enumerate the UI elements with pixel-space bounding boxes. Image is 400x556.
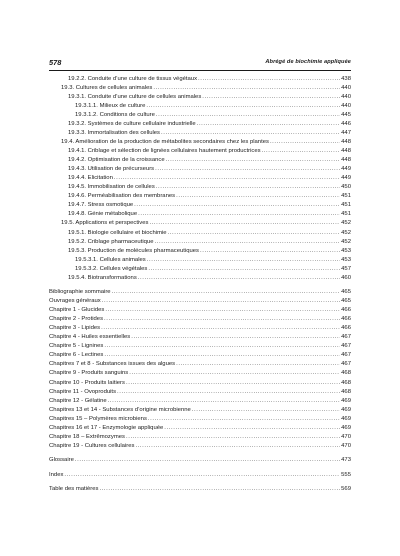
- dot-leader: [164, 424, 340, 433]
- toc-entry-page: 445: [341, 112, 351, 119]
- dot-leader: [156, 111, 340, 120]
- dot-leader: [75, 456, 340, 465]
- dot-leader: [117, 388, 340, 397]
- toc-entry-page: 451: [341, 202, 351, 209]
- toc-entry-page: 440: [341, 85, 351, 92]
- toc-entry-label: 19.5. Applications et perspectives: [61, 220, 149, 227]
- toc-entry-label: 19.4.8. Génie métabolique: [68, 211, 138, 218]
- toc-entry-page: 465: [341, 289, 351, 296]
- toc-entry[interactable]: [49, 156, 351, 165]
- toc-entry-label: 19.3.1. Conduite d’une culture de cellules animales: [68, 94, 202, 101]
- toc-entry-page: 438: [341, 75, 351, 82]
- dot-leader: [131, 333, 340, 342]
- toc-entry-page: 466: [341, 325, 351, 332]
- toc-entry-label: 19.4.3. Utilisation de précurseurs: [68, 166, 155, 173]
- toc-entry-label: Ouvrages généraux: [49, 298, 101, 305]
- dot-leader: [104, 315, 340, 324]
- toc-entry-label: Glossaire: [49, 457, 74, 464]
- toc-entry-page: 453: [341, 247, 351, 254]
- dot-leader: [102, 297, 340, 306]
- dot-leader: [114, 174, 340, 183]
- toc-entry-label: Chapitre 12 - Gélatine: [49, 397, 107, 404]
- toc-entry-page: 470: [341, 433, 351, 440]
- toc-entry-page: 440: [341, 94, 351, 101]
- toc-entry[interactable]: [49, 288, 351, 297]
- toc-entry-label: 19.4.7. Stress osmotique: [68, 202, 134, 209]
- dot-leader: [138, 210, 340, 219]
- toc-entry[interactable]: [49, 138, 351, 147]
- toc-entry-label: 19.5.3.1. Cellules animales: [75, 256, 146, 263]
- toc-entry-label: Chapitre 1 - Glucides: [49, 307, 105, 314]
- toc-entry-page: 468: [341, 388, 351, 395]
- dot-leader: [148, 265, 340, 274]
- toc-entry[interactable]: [49, 485, 351, 494]
- dot-leader: [156, 183, 340, 192]
- running-title: Abrégé de biochimie appliquée: [265, 59, 351, 65]
- toc-entry[interactable]: [49, 342, 351, 351]
- toc-entry-label: 19.5.3.2. Cellules végétales: [75, 265, 148, 272]
- toc-entry-label: 19.3.1.1. Milieux de culture: [75, 103, 146, 110]
- toc-entry[interactable]: [49, 111, 351, 120]
- toc-entry-page: 469: [341, 406, 351, 413]
- dot-leader: [149, 220, 340, 229]
- toc-entry[interactable]: [49, 315, 351, 324]
- toc-entry-label: Chapitre 9 - Produits sanguins: [49, 370, 129, 377]
- toc-entry-page: 449: [341, 175, 351, 182]
- toc-entry[interactable]: [49, 129, 351, 138]
- toc-entry-page: 449: [341, 166, 351, 173]
- toc-entry[interactable]: [49, 102, 351, 111]
- dot-leader: [148, 415, 340, 424]
- toc-entry[interactable]: [49, 174, 351, 183]
- toc-entry-label: Chapitres 16 et 17 - Enzymologie appliquée: [49, 424, 164, 431]
- toc-entry[interactable]: [49, 210, 351, 219]
- dot-leader: [155, 165, 340, 174]
- dot-leader: [202, 93, 340, 102]
- dot-leader: [108, 397, 341, 406]
- toc-entry-label: Index: [49, 471, 64, 478]
- toc-entry-page: 465: [341, 298, 351, 305]
- toc-entry-page: 469: [341, 397, 351, 404]
- toc-entry-page: 450: [341, 184, 351, 191]
- toc-entry[interactable]: [49, 201, 351, 210]
- toc-entry-label: 19.3.2. Systèmes de culture cellulaire industrielle: [68, 121, 196, 128]
- dot-leader: [154, 238, 340, 247]
- toc-entry-page: 466: [341, 316, 351, 323]
- toc-entry-label: Chapitre 3 - Lipides: [49, 325, 101, 332]
- dot-leader: [176, 360, 340, 369]
- dot-leader: [112, 288, 341, 297]
- dot-leader: [99, 485, 340, 494]
- toc-entry[interactable]: [49, 360, 351, 369]
- toc-entry-page: 448: [341, 139, 351, 146]
- toc-entry[interactable]: [49, 415, 351, 424]
- toc-entry[interactable]: [49, 265, 351, 274]
- toc-entry-page: 469: [341, 415, 351, 422]
- toc-entry-page: 451: [341, 193, 351, 200]
- toc-entry-page: 453: [341, 256, 351, 263]
- dot-leader: [129, 370, 340, 379]
- toc-entry-page: 457: [341, 265, 351, 272]
- toc-entry[interactable]: [49, 333, 351, 342]
- toc-entry-page: 451: [341, 211, 351, 218]
- toc-entry[interactable]: [49, 229, 351, 238]
- dot-leader: [270, 138, 340, 147]
- toc-entry-label: 19.4.5. Immobilisation de cellules: [68, 184, 155, 191]
- toc-entry[interactable]: [49, 442, 351, 451]
- dot-leader: [105, 306, 340, 315]
- toc-entry-page: 452: [341, 238, 351, 245]
- toc-entry-page: 473: [341, 457, 351, 464]
- toc-entry-page: 467: [341, 343, 351, 350]
- toc-entry-label: 19.4.6. Perméabilisation des membranes: [68, 193, 176, 200]
- dot-leader: [134, 201, 340, 210]
- toc-entry-label: Bibliographie sommaire: [49, 289, 111, 296]
- toc-entry[interactable]: [49, 424, 351, 433]
- dot-leader: [200, 247, 340, 256]
- table-of-contents: [49, 75, 351, 494]
- toc-entry-label: Chapitres 13 et 14 - Substances d’origine microbienne: [49, 406, 191, 413]
- toc-entry-label: Chapitres 15 – Polymères microbiens: [49, 415, 147, 422]
- toc-entry[interactable]: [49, 388, 351, 397]
- toc-entry-page: 467: [341, 334, 351, 341]
- toc-entry-label: Chapitre 2 - Protides: [49, 316, 104, 323]
- toc-entry-label: Chapitre 6 - Lectines: [49, 352, 104, 359]
- dot-leader: [101, 324, 340, 333]
- dot-leader: [104, 342, 340, 351]
- toc-entry-page: 447: [341, 130, 351, 137]
- toc-entry[interactable]: [49, 324, 351, 333]
- dot-leader: [166, 156, 341, 165]
- toc-entry-label: 19.4.2. Optimisation de la croissance: [68, 157, 165, 164]
- toc-entry-page: 448: [341, 157, 351, 164]
- toc-entry-label: 19.3. Cultures de cellules animales: [61, 85, 153, 92]
- toc-entry[interactable]: [49, 456, 351, 465]
- toc-entry-label: 19.4.4. Elicitation: [68, 175, 113, 182]
- dot-leader: [161, 129, 340, 138]
- toc-entry[interactable]: [49, 351, 351, 360]
- toc-entry-label: 19.3.3. Immortalisation des cellules: [68, 130, 161, 137]
- toc-entry-page: 448: [341, 148, 351, 155]
- toc-entry[interactable]: [49, 256, 351, 265]
- dot-leader: [176, 192, 340, 201]
- toc-entry-label: 19.5.3. Production de molécules pharmaceutiques: [68, 247, 199, 254]
- toc-entry[interactable]: [49, 93, 351, 102]
- dot-leader: [126, 433, 340, 442]
- toc-entry-label: Chapitre 11 - Ovoproduits: [49, 388, 117, 395]
- toc-entry-label: 19.5.4. Biotransformations: [68, 274, 137, 281]
- toc-entry-label: 19.4.1. Criblage et sélection de lignées cellulaires hautement productrices: [68, 148, 261, 155]
- toc-entry-label: Chapitres 7 et 8 - Substances issues des algues: [49, 361, 176, 368]
- dot-leader: [198, 75, 340, 84]
- toc-entry-page: 469: [341, 424, 351, 431]
- toc-entry[interactable]: [49, 183, 351, 192]
- toc-entry-page: 440: [341, 103, 351, 110]
- toc-entry[interactable]: [49, 297, 351, 306]
- toc-entry-label: 19.5.2. Criblage pharmaceutique: [68, 238, 154, 245]
- toc-entry-page: 555: [341, 471, 351, 478]
- toc-entry[interactable]: [49, 147, 351, 156]
- toc-entry-page: 468: [341, 370, 351, 377]
- toc-entry-label: Chapitre 4 - Huiles essentielles: [49, 334, 131, 341]
- toc-entry-page: 446: [341, 121, 351, 128]
- dot-leader: [153, 84, 340, 93]
- dot-leader: [104, 351, 340, 360]
- toc-entry[interactable]: [49, 306, 351, 315]
- toc-entry-page: 467: [341, 361, 351, 368]
- dot-leader: [138, 274, 340, 283]
- toc-entry-page: 452: [341, 220, 351, 227]
- page-header: [49, 58, 351, 71]
- toc-entry[interactable]: [49, 238, 351, 247]
- toc-entry-label: 19.2.2. Conduite d’une culture de tissus végétaux: [68, 75, 198, 82]
- toc-entry[interactable]: [49, 379, 351, 388]
- toc-entry[interactable]: [49, 120, 351, 129]
- toc-entry[interactable]: [49, 192, 351, 201]
- toc-entry-label: Chapitre 5 - Lignines: [49, 343, 104, 350]
- dot-leader: [126, 379, 340, 388]
- toc-entry[interactable]: [49, 406, 351, 415]
- page-number: 578: [49, 58, 62, 67]
- toc-entry-page: 468: [341, 379, 351, 386]
- toc-entry-label: Chapitre 19 - Cultures cellulaires: [49, 442, 135, 449]
- toc-entry-label: 19.3.1.2. Conditions de culture: [75, 112, 155, 119]
- toc-entry[interactable]: [49, 370, 351, 379]
- toc-entry[interactable]: [49, 220, 351, 229]
- toc-entry-page: 467: [341, 352, 351, 359]
- dot-leader: [192, 406, 340, 415]
- toc-entry[interactable]: [49, 397, 351, 406]
- toc-entry-page: 452: [341, 229, 351, 236]
- toc-entry-label: Table des matières: [49, 486, 99, 493]
- dot-leader: [147, 256, 340, 265]
- toc-entry[interactable]: [49, 433, 351, 442]
- toc-entry-page: 466: [341, 307, 351, 314]
- toc-entry[interactable]: [49, 75, 351, 84]
- toc-entry-page: 470: [341, 442, 351, 449]
- toc-entry-page: 569: [341, 486, 351, 493]
- dot-leader: [135, 442, 340, 451]
- toc-entry[interactable]: [49, 274, 351, 283]
- toc-entry-label: Chapitre 10 - Produits laitiers: [49, 379, 125, 386]
- toc-entry-label: 19.4. Amélioration de la production de métabolites secondaires chez les plantes: [61, 139, 269, 146]
- dot-leader: [64, 471, 340, 480]
- toc-entry-label: 19.5.1. Biologie cellulaire et biochimie: [68, 229, 167, 236]
- toc-entry-page: 460: [341, 274, 351, 281]
- dot-leader: [197, 120, 340, 129]
- dot-leader: [262, 147, 341, 156]
- toc-entry[interactable]: [49, 471, 351, 480]
- toc-entry-label: Chapitre 18 – Extrêmozymes: [49, 433, 125, 440]
- toc-entry[interactable]: [49, 84, 351, 93]
- dot-leader: [168, 229, 341, 238]
- toc-entry[interactable]: [49, 247, 351, 256]
- toc-entry[interactable]: [49, 165, 351, 174]
- dot-leader: [146, 102, 340, 111]
